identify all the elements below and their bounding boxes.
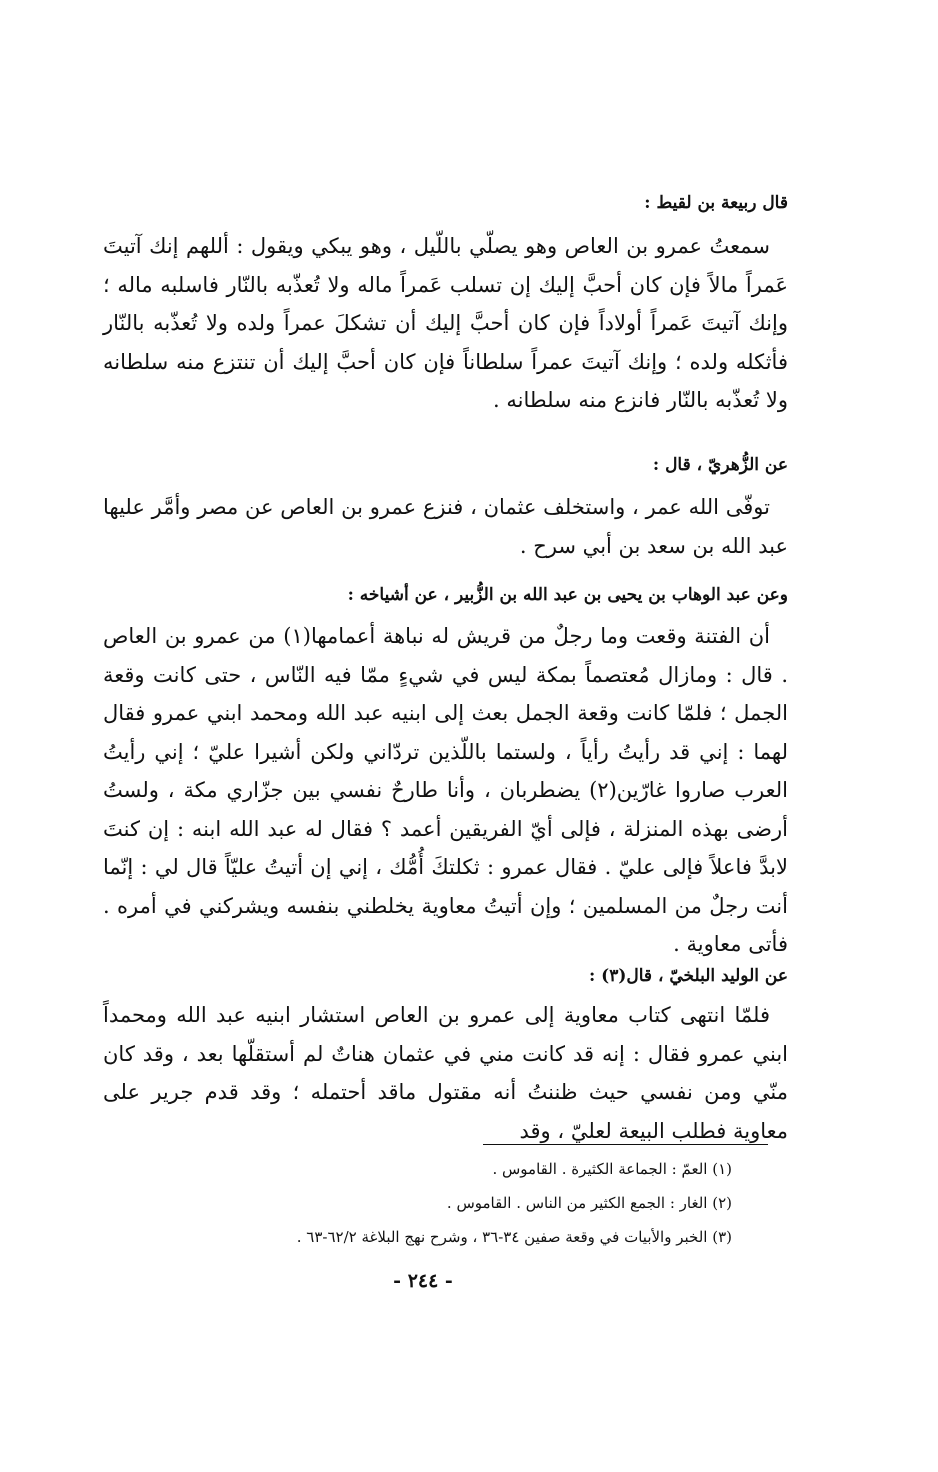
section-heading: عن الوليد البلخيّ ، قال(٣) :	[588, 966, 788, 986]
section-heading: عن الزُّهريّ ، قال :	[652, 455, 788, 475]
footnote: (١) العمّ : الجماعة الكثيرة . القاموس .	[492, 1160, 732, 1178]
paragraph: فلمّا انتهى كتاب معاوية إلى عمرو بن العاص استشار ابنيه عبد الله ومحمداً ابني عمرو فقال : إنه قد كانت مني في عثمان هناتٌ لم أستقلّها بعد ، وقد كان منّي ومن نفسي حيث ظننتُ أنه مقتول ماقد أحتمله ؛ وقد قدم جرير على معاوية فطلب البيعة لعليّ ، وقد	[103, 1003, 788, 1143]
paragraph: أن الفتنة وقعت وما رجلٌ من قريش له نباهة أعمامها(١) من عمرو بن العاص . قال : ومازال مُعتصماً بمكة ليس في شيءٍ ممّا فيه النّاس ، حتى كانت وقعة الجمل ؛ فلمّا كانت وقعة الجمل بعث إلى ابنيه عبد الله ومحمد ابني عمرو فقال لهما : إني قد رأيتُ رأياً ، ولستما باللّذين تردّاني ولكن أشيرا عليّ ؛ إني رأيتُ العرب صاروا غارّين(٢) يضطربان ، وأنا طارحٌ نفسي بين جزّاري مكة ، ولستُ أرضى بهذه المنزلة ، فإلى أيّ الفريقين أعمد ؟ فقال له عبد الله ابنه : إن كنتَ لابدَّ فاعلاً فإلى عليّ . فقال عمرو : ثكلتكَ أُمُّك ، إني إن أتيتُ عليّاً قال لي : إنّما أنت رجلٌ من المسلمين ؛ وإن أتيتُ معاوية يخلطني بنفسه ويشركني في أمره . فأتى معاوية .	[103, 624, 788, 956]
footnote: (٣) الخبر والأبيات في وقعة صفين ٣٤-٣٦ ، وشرح نهج البلاغة ٦٢/٢-٦٣ .	[296, 1228, 732, 1246]
paragraph: سمعتُ عمرو بن العاص وهو يصلّي باللّيل ، وهو يبكي ويقول : أللهم إنك آتيتَ عَمراً مالاً فإن كان أحبَّ إليك إن تسلب عَمراً ماله ولا تُعذّبه بالنّار فاسلبه ماله ؛ وإنك آتيتَ عَمراً أولاداً فإن كان أحبَّ إليك أن تشكلَ عمراً ولده ولا تُعذّبه بالنّار فأثكله ولده ؛ وإنك آتيتَ عمراً سلطاناً فإن كان أحبَّ إليك أن تنتزع منه سلطانه ولا تُعذّبه بالنّار فانزع منه سلطانه .	[103, 234, 788, 412]
page-number: - ٢٤٤ -	[393, 1270, 453, 1292]
section-heading: قال ربيعة بن لقيط :	[644, 193, 788, 213]
paragraph: توفّى الله عمر ، واستخلف عثمان ، فنزع عمرو بن العاص عن مصر وأمَّر عليها عبد الله بن سعد بن أبي سرح .	[103, 495, 788, 558]
section-heading: وعن عبد الوهاب بن يحيى بن عبد الله بن الزُّبير ، عن أشياخه :	[347, 585, 788, 605]
footnote-divider	[483, 1144, 768, 1145]
footnote: (٢) الغار : الجمع الكثير من الناس . القاموس .	[446, 1194, 732, 1212]
